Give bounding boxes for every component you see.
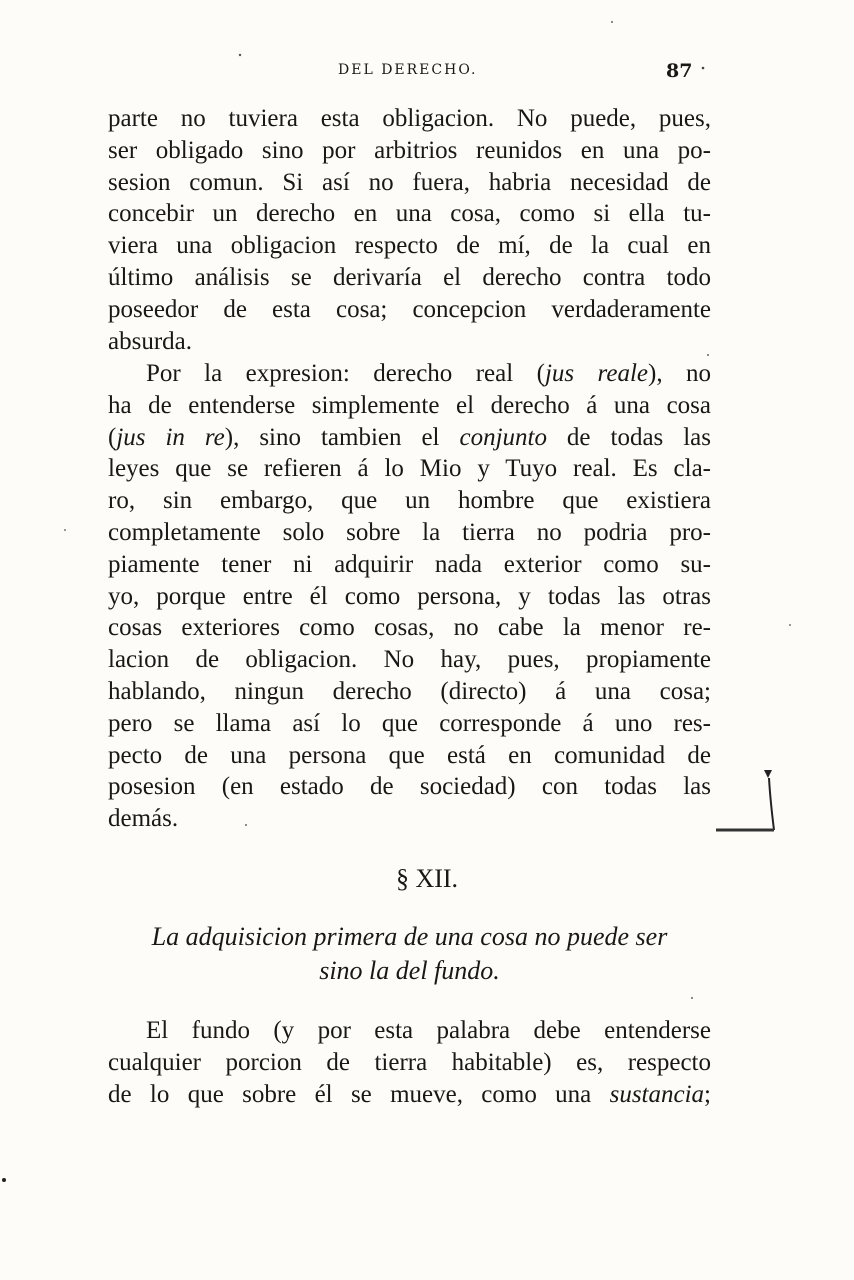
text-run: ;	[704, 1080, 711, 1108]
page-number: 87	[666, 60, 693, 82]
text-line: ro, sin embargo, que un hombre que existiera	[108, 487, 711, 515]
text-line: absurda.	[108, 327, 192, 355]
text-line	[108, 358, 711, 390]
text-line: último análisis se derivaría el derecho contra todo	[108, 263, 711, 291]
text-run: de todas las	[546, 423, 711, 451]
italic-term: jus reale	[544, 360, 648, 387]
text-line: demás.	[108, 805, 179, 833]
text-line: posesion (en estado de sociedad) con todas las	[108, 773, 711, 801]
text-line: sesion comun. Si así no fuera, habria necesidad de	[108, 168, 711, 196]
margin-bracket-mark	[712, 766, 784, 838]
text-run: ), no	[648, 360, 712, 387]
text-line	[108, 422, 711, 454]
text-run: Por la expresion: derecho real (	[146, 360, 545, 387]
section-title	[108, 920, 711, 988]
text-line: cosas exteriores como cosas, no cabe la menor re-	[108, 614, 711, 642]
text-line: ser obligado sino por arbitrios reunidos en una po-	[108, 136, 711, 164]
text-line: pecto de una persona que está en comunidad de	[108, 741, 711, 769]
text-run: ), sino tambien el	[224, 423, 460, 451]
text-line: poseedor de esta cosa; concepcion verdaderamente	[108, 295, 711, 323]
text-run: (	[108, 423, 117, 451]
text-line: parte no tuviera esta obligacion. No puede, pues,	[108, 105, 711, 132]
section-number: § XII.	[395, 864, 459, 893]
paragraph-3	[108, 1015, 711, 1110]
italic-term: jus in re	[116, 423, 225, 451]
text-line: leyes que se refieren á lo Mio y Tuyo real. Es cla-	[108, 455, 711, 483]
text-line: El fundo (y por esta palabra debe entenderse	[146, 1017, 711, 1044]
text-line: viera una obligacion respecto de mí, de la cual en	[108, 232, 711, 260]
text-line: pero se llama así lo que corresponde á uno res-	[108, 709, 711, 737]
text-line: cualquier porcion de tierra habitable) es, respecto	[108, 1048, 711, 1076]
text-line: ha de entenderse simplemente el derecho á una cosa	[108, 391, 711, 419]
running-header: DEL DERECHO.	[338, 62, 478, 78]
text-line: concebir un derecho en una cosa, como si ella tu-	[108, 200, 711, 228]
text-line: yo, porque entre él como persona, y todas las otras	[108, 582, 711, 610]
italic-term: conjunto	[459, 423, 547, 451]
section-title-line: La adquisicion primera de una cosa no puede ser	[151, 922, 668, 951]
text-line: hablando, ningun derecho (directo) á una cosa;	[108, 677, 711, 705]
italic-term: sustancia	[609, 1080, 705, 1108]
text-run: de lo que sobre él se mueve, como una	[108, 1080, 610, 1108]
section-title-line: sino la del fundo.	[319, 956, 500, 985]
text-line: piamente tener ni adquirir nada exterior como su-	[108, 550, 711, 578]
paragraph-1	[108, 103, 711, 357]
text-line: completamente solo sobre la tierra no podria pro-	[108, 518, 711, 546]
text-line: lacion de obligacion. No hay, pues, propiamente	[108, 646, 711, 674]
text-line	[108, 1079, 711, 1111]
paragraph-2	[108, 358, 711, 835]
